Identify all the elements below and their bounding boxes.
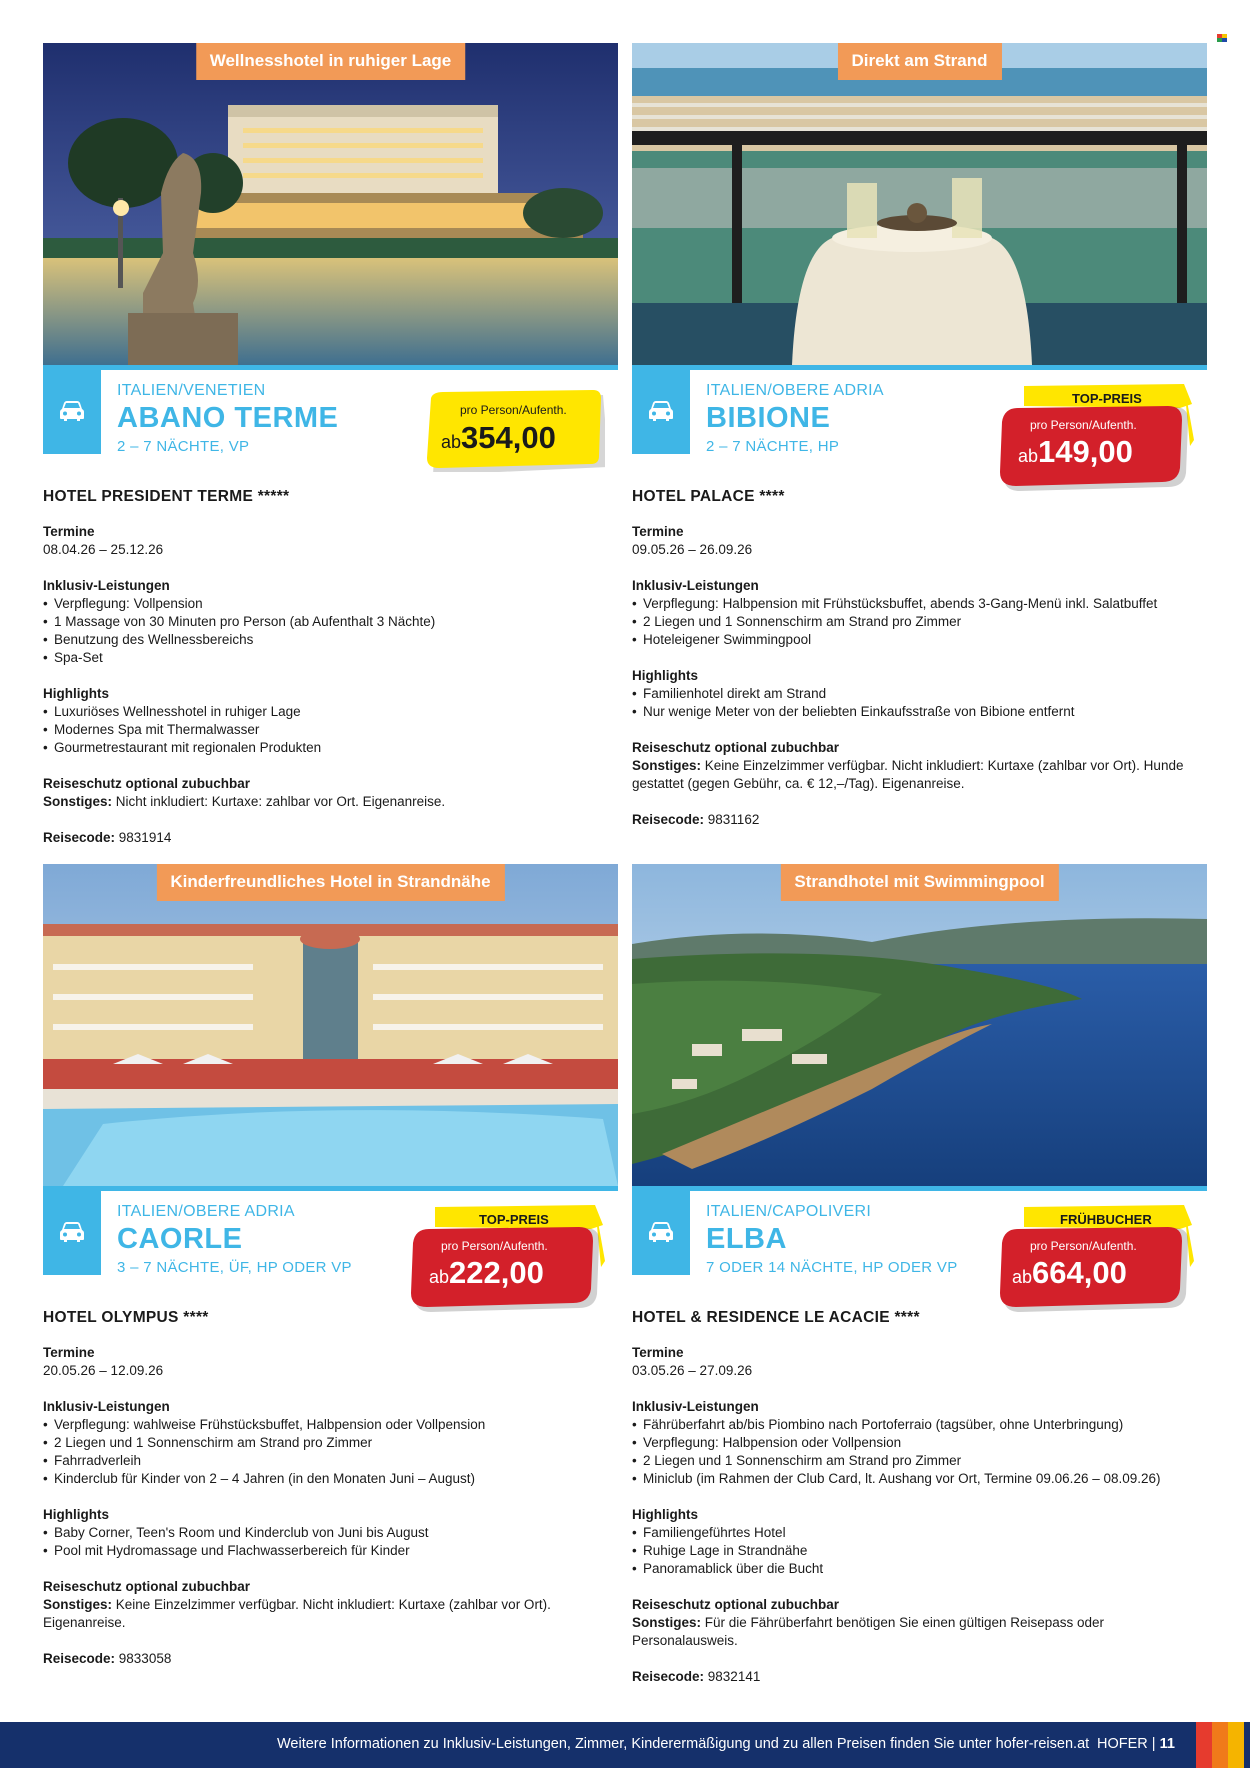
highlights-heading: Highlights — [43, 686, 109, 701]
misc-label: Sonstiges: — [632, 758, 702, 773]
dates-value: 08.04.26 – 25.12.26 — [43, 542, 164, 557]
highlights-heading: Highlights — [632, 1507, 698, 1522]
highlight-item: • Baby Corner, Teen's Room und Kinderclub von Juni bis August — [43, 1524, 618, 1542]
transport-badge — [43, 370, 101, 454]
region: ITALIEN/CAPOLIVERI — [706, 1203, 872, 1220]
highlight-item: • Familienhotel direkt am Strand — [632, 685, 1207, 703]
inclusive-item: • 1 Massage von 30 Minuten pro Person (ab Aufenthalt 3 Nächte) — [43, 613, 618, 631]
inclusive-heading: Inklusiv-Leistungen — [43, 578, 170, 593]
travel-code-value: 9831914 — [115, 830, 172, 845]
highlight-item: • Nur wenige Meter von der beliebten Einkaufsstraße von Bibione entfernt — [632, 703, 1207, 721]
dates-heading: Termine — [43, 524, 95, 539]
hotel-name: HOTEL PRESIDENT TERME ***** — [43, 488, 290, 505]
footer-separator: | — [1147, 1736, 1160, 1752]
price-amount: 664,00 — [1032, 1255, 1127, 1290]
travel-code-value: 9832141 — [704, 1669, 761, 1684]
dates-value: 20.05.26 – 12.09.26 — [43, 1363, 164, 1378]
transport-badge — [632, 1191, 690, 1275]
destination-name: ABANO TERME — [117, 402, 339, 434]
price-value — [1018, 434, 1133, 470]
price-per-label: pro Person/Aufenth. — [460, 403, 567, 417]
misc-text: Nicht inkludiert: Kurtaxe: zahlbar vor Ort. Eigenanreise. — [112, 794, 446, 809]
travel-code-label: Reisecode: — [43, 1651, 116, 1666]
dates-heading: Termine — [632, 524, 684, 539]
highlights-heading: Highlights — [43, 1507, 109, 1522]
offer-details — [632, 1275, 1207, 1686]
highlight-item: • Gourmetrestaurant mit regionalen Produkten — [43, 739, 618, 757]
footer-stripe — [1228, 1722, 1244, 1768]
price-amount: 149,00 — [1038, 434, 1133, 469]
destination-name: CAORLE — [117, 1223, 243, 1255]
hotel-photo-caorle-image — [43, 864, 618, 1186]
hotel-photo-bibione-image — [632, 43, 1207, 365]
destination-band — [43, 1191, 618, 1290]
insurance-note: Reiseschutz optional zubuchbar — [43, 776, 251, 791]
hotel-photo-elba — [632, 864, 1207, 1186]
photo-tag: Wellnesshotel in ruhiger Lage — [196, 43, 466, 80]
travel-code — [43, 829, 618, 847]
offer-card-caorle — [43, 864, 618, 1668]
misc-label: Sonstiges: — [632, 1615, 702, 1630]
car-icon — [648, 400, 674, 422]
inclusive-item: • Kinderclub für Kinder von 2 – 4 Jahren (in den Monaten Juni – August) — [43, 1470, 618, 1488]
inclusive-item: • Verpflegung: Vollpension — [43, 595, 618, 613]
inclusive-heading: Inklusiv-Leistungen — [632, 1399, 759, 1414]
highlight-item: • Luxuriöses Wellnesshotel in ruhiger Lage — [43, 703, 618, 721]
price-prefix: ab — [1012, 1267, 1033, 1287]
price-badge-label: TOP-PREIS — [479, 1212, 549, 1227]
travel-code-value: 9831162 — [704, 812, 760, 827]
stay-duration: 2 – 7 NÄCHTE, VP — [117, 438, 250, 455]
region: ITALIEN/OBERE ADRIA — [117, 1203, 295, 1220]
inclusive-item: • Verpflegung: wahlweise Frühstücksbuffet, Halbpension oder Vollpension — [43, 1416, 618, 1434]
dates-heading: Termine — [43, 1345, 95, 1360]
photo-tag: Direkt am Strand — [837, 43, 1001, 80]
price-prefix: ab — [429, 1267, 450, 1287]
inclusive-heading: Inklusiv-Leistungen — [43, 1399, 170, 1414]
hotel-name: HOTEL OLYMPUS **** — [43, 1309, 209, 1326]
highlight-item: • Panoramablick über die Bucht — [632, 1560, 1207, 1578]
highlight-item: • Pool mit Hydromassage und Flachwasserbereich für Kinder — [43, 1542, 618, 1560]
price-per-label: pro Person/Aufenth. — [1030, 418, 1137, 432]
offer-card-abano — [43, 43, 618, 847]
travel-code-label: Reisecode: — [632, 812, 705, 827]
misc-text: Für die Fährüberfahrt benötigen Sie einen gültigen Reisepass oder Personalausweis. — [632, 1615, 1105, 1648]
inclusive-item: • Miniclub (im Rahmen der Club Card, lt. Aushang vor Ort, Termine 09.06.26 – 08.09.26) — [632, 1470, 1207, 1488]
price-value — [441, 420, 556, 456]
highlight-item: • Ruhige Lage in Strandnähe — [632, 1542, 1207, 1560]
hotel-photo-abano-image — [43, 43, 618, 365]
travel-code-label: Reisecode: — [632, 1669, 705, 1684]
page-footer — [0, 1722, 1250, 1768]
price-badge — [994, 384, 1194, 492]
inclusive-item: • Fahrradverleih — [43, 1452, 618, 1470]
inclusive-item: • Verpflegung: Halbpension oder Vollpension — [632, 1434, 1207, 1452]
footer-brand-name: HOFER — [1097, 1736, 1148, 1752]
car-icon — [648, 1221, 674, 1243]
inclusive-item: • Verpflegung: Halbpension mit Frühstücksbuffet, abends 3-Gang-Menü inkl. Salatbuffet — [632, 595, 1207, 613]
hotel-photo-abano — [43, 43, 618, 365]
inclusive-heading: Inklusiv-Leistungen — [632, 578, 759, 593]
transport-badge — [43, 1191, 101, 1275]
hotel-photo-bibione — [632, 43, 1207, 365]
misc-label: Sonstiges: — [43, 1597, 113, 1612]
highlights-heading: Highlights — [632, 668, 698, 683]
hotel-name: HOTEL & RESIDENCE LE ACACIE **** — [632, 1309, 920, 1326]
price-value — [429, 1255, 544, 1291]
inclusive-item: • 2 Liegen und 1 Sonnenschirm am Strand pro Zimmer — [43, 1434, 618, 1452]
photo-tag: Strandhotel mit Swimmingpool — [780, 864, 1058, 901]
page-number: 11 — [1159, 1736, 1175, 1752]
highlight-item: • Modernes Spa mit Thermalwasser — [43, 721, 618, 739]
travel-code — [43, 1650, 618, 1668]
insurance-note: Reiseschutz optional zubuchbar — [632, 1597, 840, 1612]
photo-tag: Kinderfreundliches Hotel in Strandnähe — [156, 864, 504, 901]
offer-card-elba — [632, 864, 1207, 1686]
price-per-label: pro Person/Aufenth. — [441, 1239, 548, 1253]
inclusive-item: • Spa-Set — [43, 649, 618, 667]
brand-mark-icon — [1217, 34, 1227, 42]
travel-code — [632, 811, 1207, 829]
destination-band — [632, 370, 1207, 469]
footer-brand — [1097, 1736, 1175, 1752]
hotel-name: HOTEL PALACE **** — [632, 488, 785, 505]
car-icon — [59, 1221, 85, 1243]
footer-stripe — [1196, 1722, 1212, 1768]
highlight-item: • Familiengeführtes Hotel — [632, 1524, 1207, 1542]
price-value — [1012, 1255, 1127, 1291]
stay-duration: 3 – 7 NÄCHTE, ÜF, HP ODER VP — [117, 1259, 352, 1276]
insurance-note: Reiseschutz optional zubuchbar — [632, 740, 840, 755]
insurance-note: Reiseschutz optional zubuchbar — [43, 1579, 251, 1594]
region: ITALIEN/VENETIEN — [117, 382, 266, 399]
destination-band — [632, 1191, 1207, 1290]
price-badge-label: FRÜHBUCHER — [1060, 1212, 1152, 1227]
price-prefix: ab — [441, 432, 462, 452]
misc-note — [632, 1614, 1207, 1650]
destination-name: BIBIONE — [706, 402, 831, 434]
price-per-label: pro Person/Aufenth. — [1030, 1239, 1137, 1253]
price-prefix: ab — [1018, 446, 1039, 466]
footer-info-text: Weitere Informationen zu Inklusiv-Leistungen, Zimmer, Kinderermäßigung und zu allen Preisen finden Sie unter hofer-reisen.at — [277, 1736, 1090, 1752]
footer-stripe — [1212, 1722, 1228, 1768]
region: ITALIEN/OBERE ADRIA — [706, 382, 884, 399]
travel-code-value: 9833058 — [115, 1651, 172, 1666]
dates-value: 09.05.26 – 26.09.26 — [632, 542, 753, 557]
hotel-photo-caorle — [43, 864, 618, 1186]
dates-value: 03.05.26 – 27.09.26 — [632, 1363, 753, 1378]
price-badge — [423, 390, 605, 472]
misc-text: Keine Einzelzimmer verfügbar. Nicht inkludiert: Kurtaxe (zahlbar vor Ort). Eigenanreise. — [43, 1597, 551, 1630]
price-badge-label: TOP-PREIS — [1072, 391, 1142, 406]
inclusive-item: • 2 Liegen und 1 Sonnenschirm am Strand pro Zimmer — [632, 613, 1207, 631]
price-amount: 354,00 — [461, 420, 556, 455]
dates-heading: Termine — [632, 1345, 684, 1360]
inclusive-item: • 2 Liegen und 1 Sonnenschirm am Strand pro Zimmer — [632, 1452, 1207, 1470]
travel-code-label: Reisecode: — [43, 830, 116, 845]
destination-band — [43, 370, 618, 454]
misc-note — [632, 757, 1207, 793]
price-badge — [405, 1205, 605, 1313]
misc-text: Keine Einzelzimmer verfügbar. Nicht inkludiert: Kurtaxe (zahlbar vor Ort). Hunde gestattet (gegen Gebühr, ca. € 12,–/Tag). Eigenanreise. — [632, 758, 1184, 791]
transport-badge — [632, 370, 690, 454]
car-icon — [59, 400, 85, 422]
offer-details — [632, 454, 1207, 829]
offer-card-bibione — [632, 43, 1207, 829]
price-amount: 222,00 — [449, 1255, 544, 1290]
misc-note — [43, 1596, 618, 1632]
stay-duration: 2 – 7 NÄCHTE, HP — [706, 438, 840, 455]
travel-code — [632, 1668, 1207, 1686]
destination-name: ELBA — [706, 1223, 787, 1255]
misc-note — [43, 793, 618, 811]
offer-details — [43, 454, 618, 847]
misc-label: Sonstiges: — [43, 794, 113, 809]
price-badge — [994, 1205, 1194, 1313]
offer-details — [43, 1275, 618, 1668]
inclusive-item: • Hoteleigener Swimmingpool — [632, 631, 1207, 649]
inclusive-item: • Fährüberfahrt ab/bis Piombino nach Portoferraio (tagsüber, ohne Unterbringung) — [632, 1416, 1207, 1434]
hotel-photo-elba-image — [632, 864, 1207, 1186]
stay-duration: 7 ODER 14 NÄCHTE, HP ODER VP — [706, 1259, 958, 1276]
inclusive-item: • Benutzung des Wellnessbereichs — [43, 631, 618, 649]
